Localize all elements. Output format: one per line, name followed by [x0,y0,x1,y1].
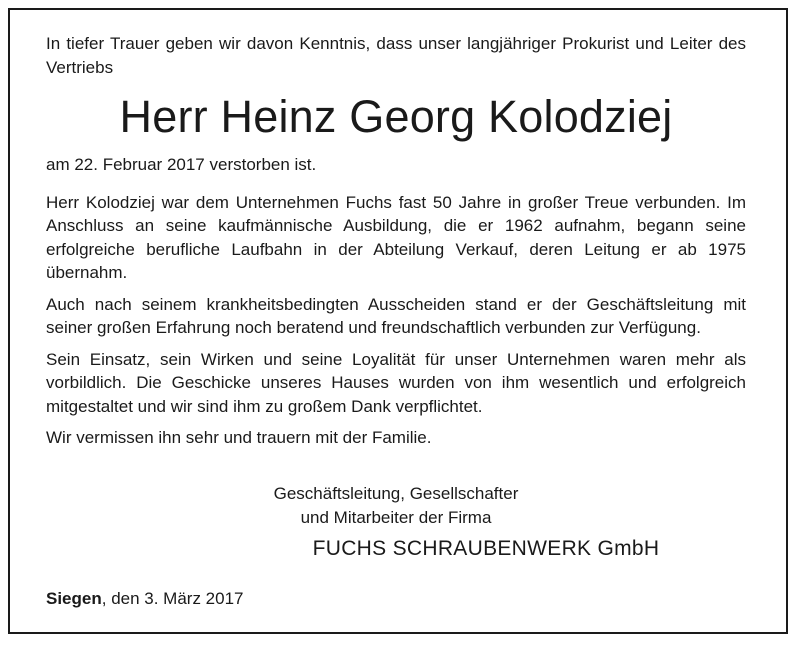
date-of-death: am 22. Februar 2017 verstorben ist. [46,155,317,174]
deceased-name: Herr Heinz Georg Kolodziej [119,91,673,142]
paragraph-retirement: Auch nach seinem krankheitsbedingten Ausscheiden stand er der Geschäftsleitung mit seiner großen Erfahrung noch beratend und freundschaftlich verbunden zur Verfügung. [46,294,746,337]
paragraph-gratitude: Sein Einsatz, sein Wirken und seine Loyalität für unser Unternehmen waren mehr als vorbildlich. Die Geschicke unseres Hauses wurden von ihm wesentlich und erfolgreich mitgestaltet und wir sind ihm zu großem Dank verpflichtet. [46,349,746,416]
intro-text: In tiefer Trauer geben wir davon Kenntnis, dass unser langjähriger Prokurist und Leiter des Vertriebs [46,34,746,77]
signature-block [46,482,746,563]
paragraph-closing: Wir vermissen ihn sehr und trauern mit der Familie. [46,428,432,447]
paragraph-career: Herr Kolodziej war dem Unternehmen Fuchs fast 50 Jahre in großer Treue verbunden. Im Anschluss an seine kaufmännische Ausbildung, die er 1962 aufnahm, begann seine erfolgreiche berufliche Laufbahn in der Abteilung Verkauf, deren Leitung er ab 1975 übernahm. [46,192,746,282]
place-date [46,587,244,611]
signer-line-1: Geschäftsleitung, Gesellschafter [273,484,519,503]
place: Siegen [46,589,102,608]
signer-line-2: und Mitarbeiter der Firma [300,507,492,527]
company-name: FUCHS SCHRAUBENWERK GmbH [312,537,660,560]
obituary-notice [46,32,746,608]
date: , den 3. März 2017 [101,589,244,608]
